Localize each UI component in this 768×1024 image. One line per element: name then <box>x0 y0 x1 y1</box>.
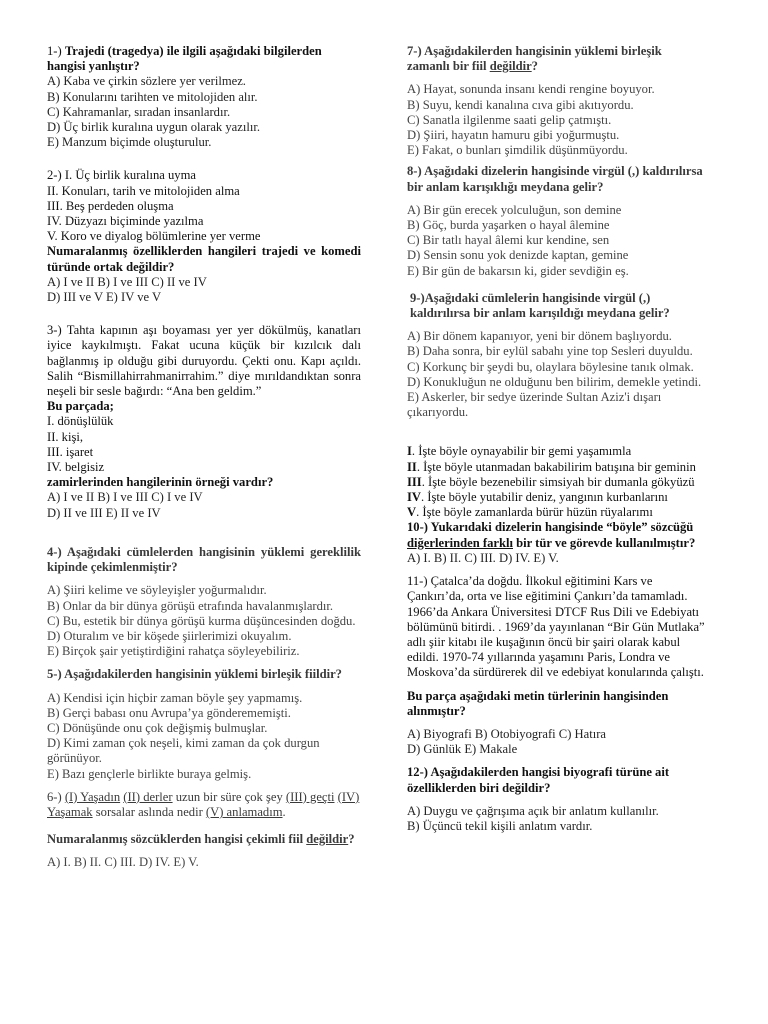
question-5-number: 5-) <box>47 667 65 682</box>
question-10 <box>407 444 707 566</box>
question-3-item-1: I. dönüşlülük <box>47 414 114 429</box>
question-2-number: 2-) <box>47 168 65 183</box>
question-12-stem <box>407 765 707 795</box>
question-10-line-1-text: . İşte böyle oynayabilir bir gemi yaşamımla <box>411 444 632 459</box>
question-9-stem <box>407 291 707 321</box>
question-1-number: 1-) <box>47 44 65 58</box>
question-3-lead: Bu parçada; <box>47 399 114 414</box>
question-10-stem-underline: diğerlerinden farklı <box>407 535 513 550</box>
question-8-option-a[interactable]: A) Bir gün erecek yolculuğun, son demine <box>407 202 622 217</box>
right-column <box>407 44 707 834</box>
question-7-option-a[interactable]: A) Hayat, sonunda insanı kendi rengine boyuyor. <box>407 82 655 97</box>
question-10-stem <box>407 520 707 550</box>
question-11-stem: Bu parça aşağıdaki metin türlerinin hangisinden alınmıştır? <box>407 688 669 718</box>
question-3-passage <box>47 323 361 399</box>
question-6-word-2: (II) derler <box>123 789 173 804</box>
question-7-option-c[interactable]: C) Sanatla ilgilenme saati gelip çatmıştı. <box>407 112 612 127</box>
question-1-option-c[interactable]: C) Kahramanlar, sıradan insanlardır. <box>47 104 231 119</box>
question-5-stem <box>47 667 361 682</box>
question-7-option-b[interactable]: B) Suyu, kendi kanalına cıva gibi akıtıyordu. <box>407 97 634 112</box>
question-8-stem <box>407 164 707 194</box>
question-12-option-a[interactable]: A) Duygu ve çağrışıma açık bir anlatım kullanılır. <box>407 803 659 818</box>
question-6-word-5: (V) anlamadım <box>205 804 283 819</box>
question-9-option-b[interactable]: B) Daha sonra, bir eylül sabahı yine top Sesleri duyuldu. <box>407 344 693 359</box>
question-2-stem: Numaralanmış özelliklerden hangileri trajedi ve komedi türünde ortak değildir? <box>47 244 361 274</box>
question-10-line-5-number: V <box>407 505 417 520</box>
question-4-option-a[interactable]: A) Şiiri kelime ve söyleyişler yoğurmalıdır. <box>47 583 267 598</box>
question-3-number: 3-) <box>47 323 67 338</box>
question-2-options-row-1[interactable]: A) I ve II B) I ve III C) II ve IV <box>47 274 207 289</box>
question-6-stem-b: ? <box>348 832 355 847</box>
question-4 <box>47 545 361 659</box>
question-3-passage-text: Tahta kapının aşı boyaması yer yer dökülmüş, kanatları iyice kaykılmıştı. Fakat ucuna küçük bir kızılcık dalı bağlanmış ip olduğu gibi duruyordu. Çekti onu. Kapı açıldı. Salih “Bismillahirrahmanirrahim.” diye mırıldandıktan sonra neşeli bir sesle bağırdı: “Ana ben geldim.” <box>47 323 361 399</box>
question-9-number: 9-) <box>410 290 425 305</box>
question-1-text: Trajedi (tragedya) ile ilgili aşağıdaki bilgilerden hangisi yanlıştır? <box>47 44 322 74</box>
question-3 <box>47 323 361 521</box>
question-5-option-e[interactable]: E) Bazı gençlerle birlikte buraya gelmiş. <box>47 766 252 781</box>
question-4-option-d[interactable]: D) Oturalım ve bir köşede şiirlerimizi okuyalım. <box>47 628 292 643</box>
question-6-stem-underline: değildir <box>306 832 349 847</box>
question-8-option-c[interactable]: C) Bir tatlı hayal âlemi kur kendine, sen <box>407 233 610 248</box>
question-2-item-3: III. Beş perdeden oluşma <box>47 198 174 213</box>
question-6-word-1: (I) Yaşadın <box>64 789 121 804</box>
question-8 <box>407 164 707 278</box>
question-11-passage <box>407 574 707 680</box>
question-7-number: 7-) <box>407 44 425 58</box>
question-10-line-2 <box>407 460 707 475</box>
question-12 <box>407 765 707 834</box>
question-6-text-2: sorsalar aslında nedir <box>92 804 206 819</box>
question-10-options[interactable]: A) I. B) II. C) III. D) IV. E) V. <box>407 550 559 565</box>
question-6-word-3: (III) geçti <box>285 789 335 804</box>
question-5-text: Aşağıdakilerden hangisinin yüklemi birleşik fiildir? <box>64 667 342 682</box>
question-1-option-d[interactable]: D) Üç birlik kuralına uygun olarak yazılır. <box>47 120 260 135</box>
question-6-word-4: (IV) Yaşamak <box>47 789 360 819</box>
question-3-stem: zamirlerinden hangilerinin örneği vardır? <box>47 475 274 490</box>
question-5-option-a[interactable]: A) Kendisi için hiçbir zaman böyle şey yapmamış. <box>47 690 303 705</box>
question-5 <box>47 667 361 781</box>
question-3-item-2: II. kişi, <box>47 429 84 444</box>
question-7-stem-a: Aşağıdakilerden hangisinin yüklemi birleşik zamanlı bir fiil <box>407 44 662 74</box>
question-2-item-5: V. Koro ve diyalog bölümlerine yer verme <box>47 229 261 244</box>
question-3-item-3: III. işaret <box>47 444 94 459</box>
question-10-line-2-text: . İşte böyle utanmadan bakabilirim batışına bir geminin <box>416 459 696 474</box>
question-9-text: Aşağıdaki cümlelerin hangisinde virgül (,) kaldırılırsa bir anlam karışıldığı meydana gelir? <box>410 290 670 321</box>
question-10-line-1 <box>407 444 707 459</box>
question-4-number: 4-) <box>47 544 67 559</box>
question-6-stem-a: Numaralanmış sözcüklerden hangisi çekimli fiil <box>47 832 307 847</box>
question-6-number: 6-) <box>47 789 65 804</box>
question-2-item-2: II. Konuları, tarih ve mitolojiden alma <box>47 183 240 198</box>
question-9-option-a[interactable]: A) Bir dönem kapanıyor, yeni bir dönem başlıyordu. <box>407 329 672 344</box>
question-11-passage-text: Çatalca’da doğdu. İlkokul eğitimini Kars ve Çankırı’da, orta ve lise eğitimini Çankırı’da tamamladı. 1966’da Ankara Üniversitesi DTCF Rus Dili ve Edebiyatı bölümünü bitirdi. . 1969’da yayınlanan “Bir Gün Mutlaka” adlı şiir kitabı ile kuşağının öncü bir şairi olarak kabul edildi. 1970-74 yıllarında yaşamını Paris, Londra ve Moskova’da sürdürerek dil ve edebiyat konularında çalıştı. <box>407 574 705 680</box>
question-1-stem <box>47 44 361 74</box>
question-12-option-b[interactable]: B) Üçüncü tekil kişili anlatım vardır. <box>407 818 593 833</box>
question-11-options-row-1[interactable]: A) Biyografi B) Otobiyografi C) Hatıra <box>407 726 607 741</box>
question-9-option-c[interactable]: C) Korkunç bir şeydi bu, olaylara böylesine tanık olmak. <box>407 359 694 374</box>
question-5-option-c[interactable]: C) Dönüşünde onu çok değişmiş bulmuşlar. <box>47 720 268 735</box>
question-6-text-3: . <box>282 804 286 819</box>
question-4-option-b[interactable]: B) Onlar da bir dünya görüşü etrafında havalanmışlardır. <box>47 598 334 613</box>
left-column <box>47 44 361 871</box>
question-2-item-4: IV. Düzyazı biçiminde yazılma <box>47 214 204 229</box>
question-10-stem-b: bir tür ve görevde kullanılmıştır? <box>513 535 696 550</box>
question-8-number: 8-) <box>407 164 425 179</box>
question-7-option-e[interactable]: E) Fakat, o bunları şimdilik düşünmüyordu. <box>407 143 628 158</box>
question-12-number: 12-) <box>407 765 431 780</box>
question-4-option-c[interactable]: C) Bu, estetik bir dünya görüşü kurma düşüncesinden doğdu. <box>47 613 356 628</box>
question-10-line-3-number: III <box>407 474 422 489</box>
question-10-line-1-number: I <box>407 444 412 459</box>
question-3-item-4: IV. belgisiz <box>47 460 105 475</box>
question-7-stem-b: ? <box>531 59 538 74</box>
question-6-stem <box>47 832 361 847</box>
question-9-option-e[interactable]: E) Askerler, bir sedye üzerinde Sultan Aziz'i dışarı çıkarıyordu. <box>407 390 662 420</box>
question-6-text-1: uzun bir süre çok şey <box>172 789 286 804</box>
question-8-text: Aşağıdaki dizelerin hangisinde virgül (,) kaldırılırsa bir anlam karışıklığı meydana gelir? <box>407 164 703 194</box>
question-3-options-row-2[interactable]: D) II ve III E) II ve IV <box>47 505 161 520</box>
question-6 <box>47 790 361 871</box>
question-7-stem <box>407 44 707 74</box>
question-2-item-1 <box>47 168 361 183</box>
question-6-options[interactable]: A) I. B) II. C) III. D) IV. E) V. <box>47 855 199 870</box>
question-12-text: Aşağıdakilerden hangisi biyografi türüne ait özelliklerden biri değildir? <box>407 765 670 795</box>
question-2 <box>47 168 361 305</box>
question-10-stem-a: 10-) Yukarıdaki dizelerin hangisinde “böyle” sözcüğü <box>407 520 694 535</box>
question-1 <box>47 44 361 150</box>
question-11 <box>407 574 707 757</box>
question-10-line-4 <box>407 490 707 505</box>
question-9 <box>407 291 707 421</box>
question-7 <box>407 44 707 158</box>
question-1-option-a[interactable]: A) Kaba ve çirkin sözlere yer verilmez. <box>47 74 246 89</box>
question-10-line-2-number: II <box>407 459 417 474</box>
question-10-line-3-text: . İşte böyle bezenebilir simsiyah bir dumanla gökyüzü <box>421 474 695 489</box>
question-1-option-b[interactable]: B) Konularını tarihten ve mitolojiden alır. <box>47 89 258 104</box>
question-2-item-1-text: I. Üç birlik kuralına uyma <box>64 168 196 183</box>
question-7-option-d[interactable]: D) Şiiri, hayatın hamuru gibi yoğurmuştu. <box>407 128 620 143</box>
question-1-option-e[interactable]: E) Manzum biçimde oluşturulur. <box>47 135 212 150</box>
question-10-line-5-text: . İşte böyle zamanlarda bürür hüzün rüyalarımı <box>416 505 653 520</box>
question-4-option-e[interactable]: E) Birçok şair yetiştirdiğini rahatça söyleyebiliriz. <box>47 644 300 659</box>
question-3-options-row-1[interactable]: A) I ve II B) I ve III C) I ve IV <box>47 490 203 505</box>
question-5-option-b[interactable]: B) Gerçi babası onu Avrupa’ya gönderememişti. <box>47 705 291 720</box>
question-6-sentence <box>47 790 361 820</box>
question-11-options-row-2[interactable]: D) Günlük E) Makale <box>407 742 518 757</box>
question-8-option-d[interactable]: D) Sensin sonu yok denizde kaptan, gemine <box>407 248 629 263</box>
question-11-number: 11-) <box>407 574 431 589</box>
question-10-line-5 <box>407 505 707 520</box>
question-4-stem <box>47 545 361 575</box>
question-4-text: Aşağıdaki cümlelerden hangisinin yüklemi gereklilik kipinde çekimlenmiştir? <box>47 544 362 575</box>
question-7-stem-underline: değildir <box>489 59 532 74</box>
question-10-line-4-text: . İşte böyle yutabilir deniz, yangının kurbanlarını <box>421 490 668 505</box>
question-8-option-b[interactable]: B) Göç, burda yaşarken o hayal âlemine <box>407 218 610 233</box>
question-10-line-3 <box>407 475 707 490</box>
question-5-option-d[interactable]: D) Kimi zaman çok neşeli, kimi zaman da çok durgun görünüyor. <box>47 736 320 766</box>
question-8-option-e[interactable]: E) Bir gün de bakarsın ki, gider sevdiğin eş. <box>407 263 629 278</box>
question-10-line-4-number: IV <box>407 490 421 505</box>
question-9-option-d[interactable]: D) Konukluğun ne olduğunu ben bilirim, demekle yetindi. <box>407 374 702 389</box>
question-2-options-row-2[interactable]: D) III ve V E) IV ve V <box>47 290 162 305</box>
